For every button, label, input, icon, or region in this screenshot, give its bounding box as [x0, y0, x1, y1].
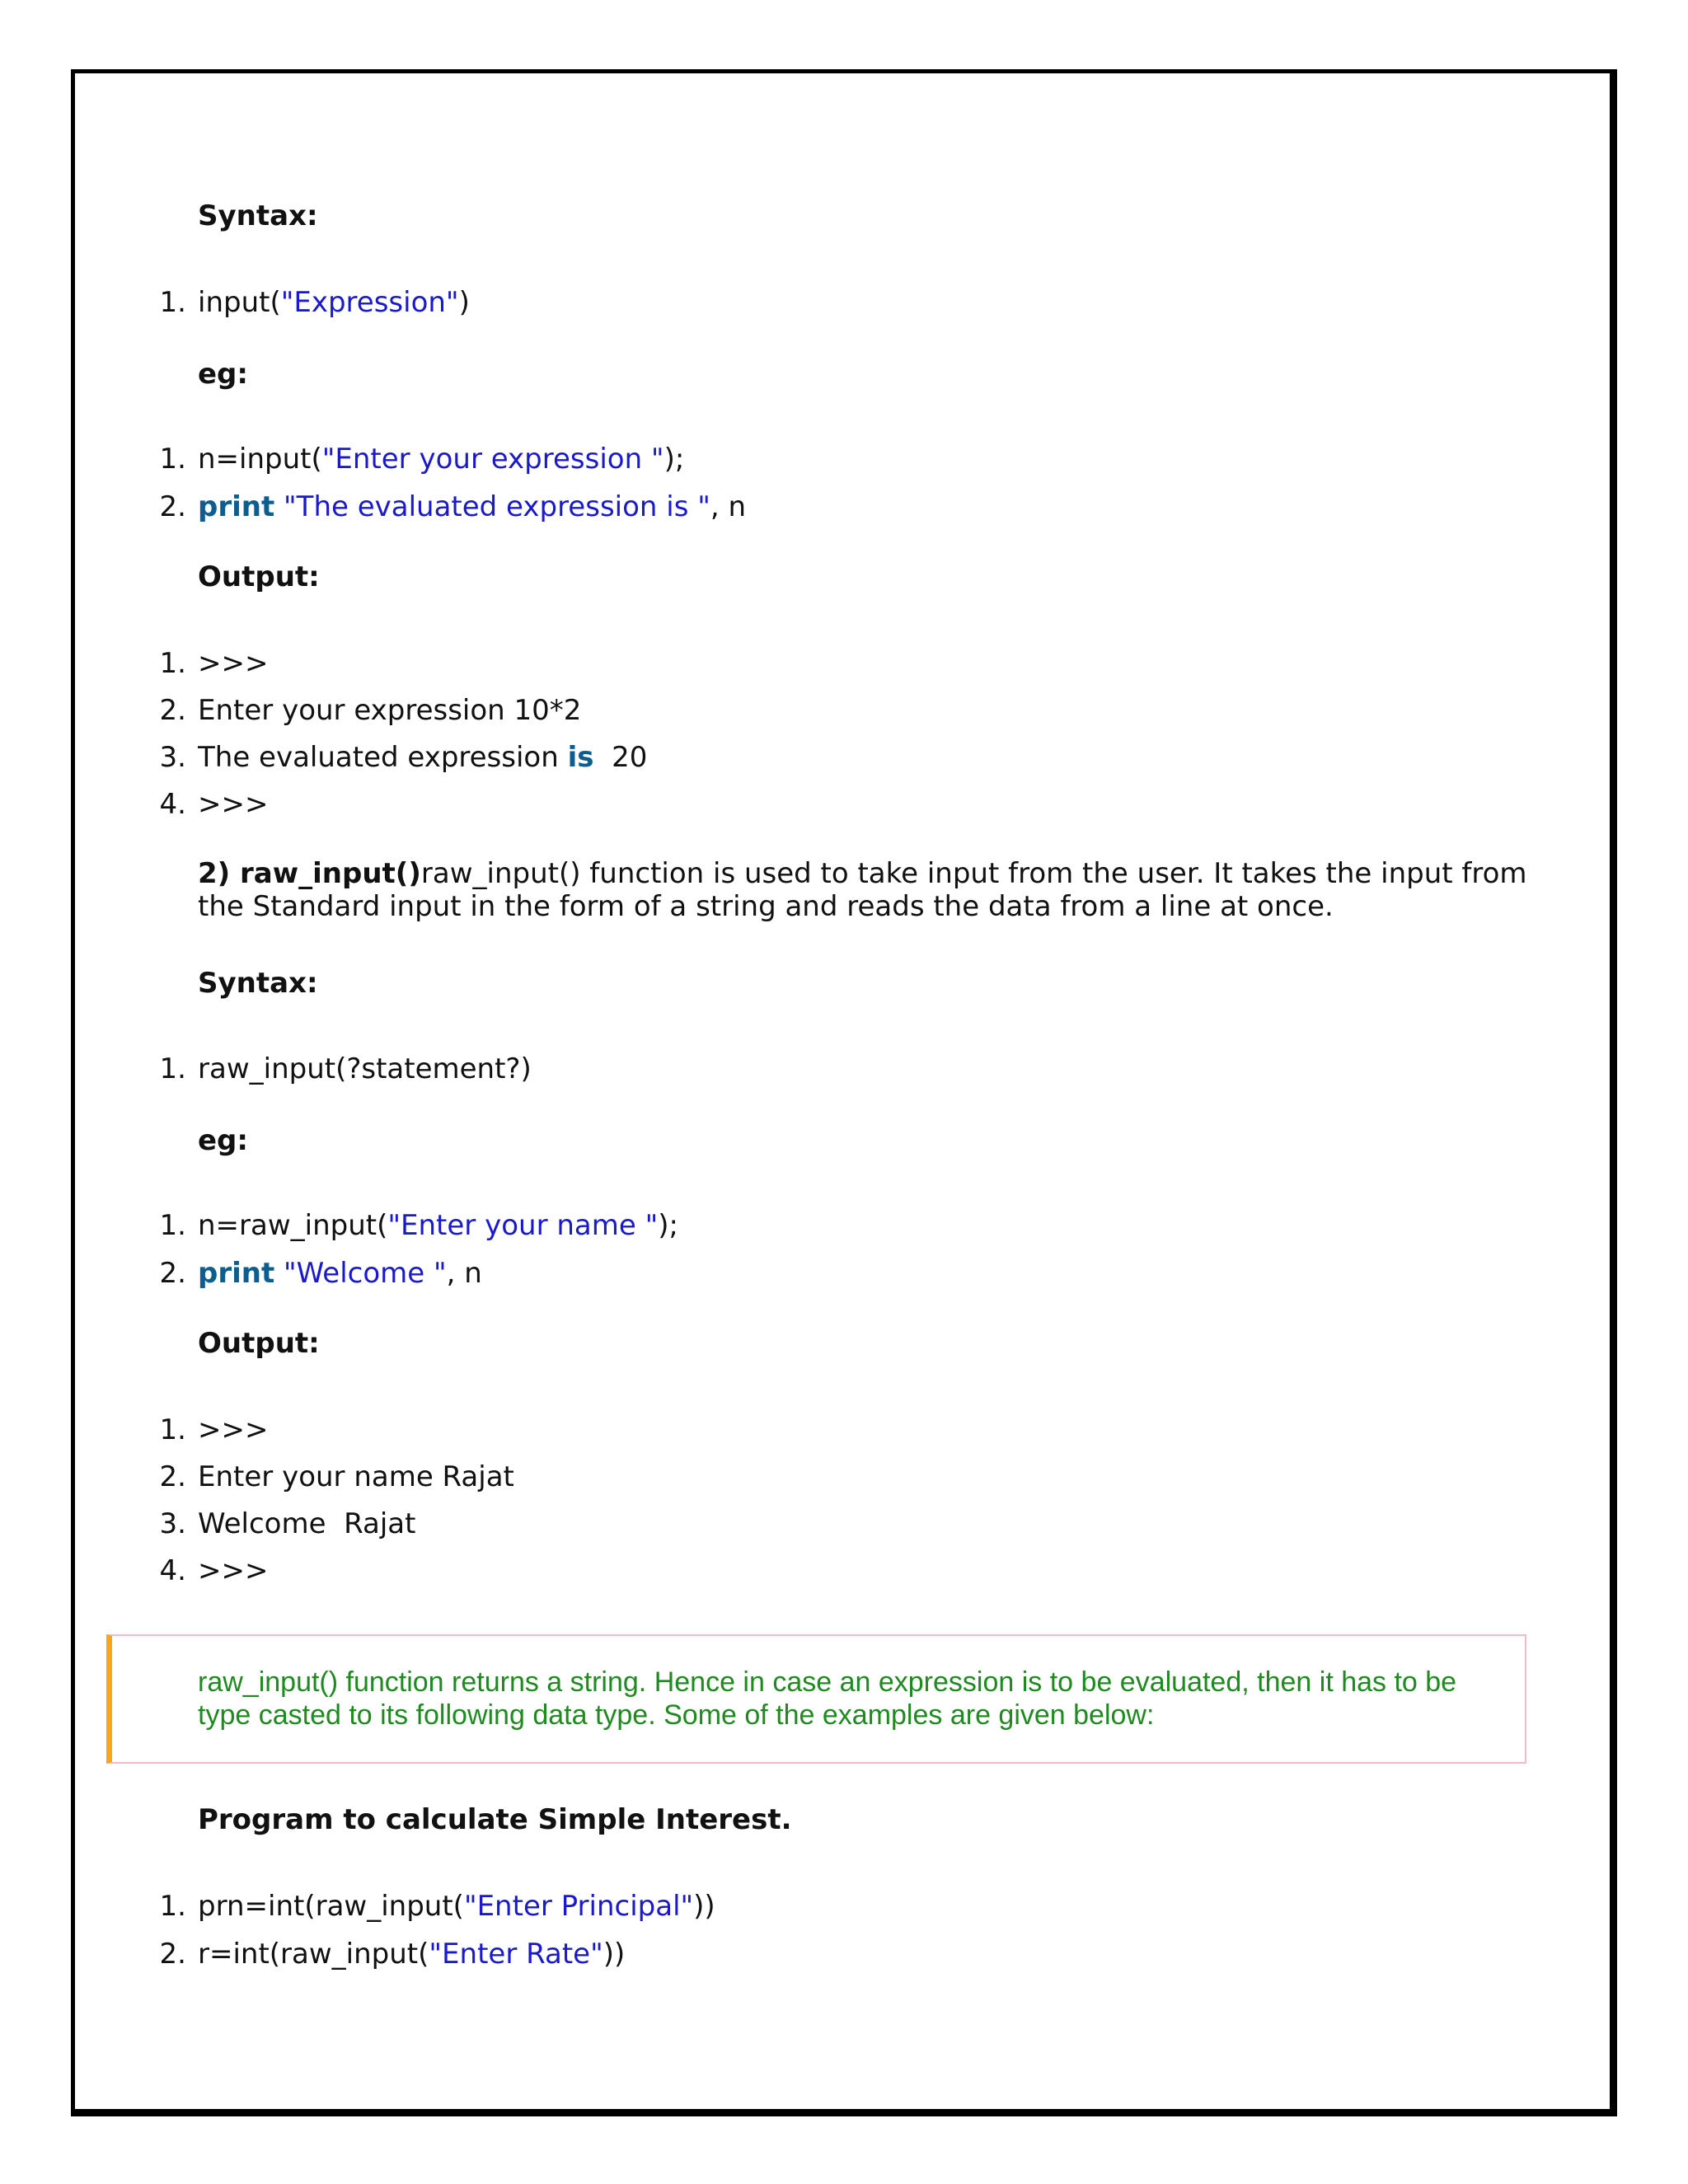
code-string: "Enter your expression "	[321, 443, 664, 476]
code-text	[198, 1550, 268, 1591]
code-plain: Enter your name Rajat	[198, 1460, 514, 1493]
code-string: "Expression"	[280, 286, 459, 319]
code-plain: 20	[593, 741, 648, 774]
code-keyword: is	[567, 741, 594, 774]
code-plain: );	[658, 1209, 678, 1242]
line-number: 3.	[159, 1507, 186, 1540]
code-text	[198, 1886, 715, 1927]
line-number: 1.	[159, 1052, 186, 1085]
code-plain: ))	[693, 1890, 715, 1923]
code-plain: raw_input(?statement?)	[198, 1052, 532, 1085]
line-number: 2.	[159, 1257, 186, 1290]
code-text	[198, 1253, 482, 1294]
code-plain: >>>	[198, 1413, 269, 1446]
code-text	[198, 737, 647, 778]
simple-interest-heading: Program to calculate Simple Interest.	[198, 1803, 792, 1836]
code-keyword: print	[198, 1257, 275, 1290]
code-plain	[274, 490, 284, 523]
code-plain	[274, 1257, 284, 1290]
code-plain: Welcome Rajat	[198, 1507, 416, 1540]
code-plain: The evaluated expression	[198, 741, 568, 774]
syntax-heading-2: Syntax:	[198, 967, 318, 1000]
code-plain: Enter your expression 10*2	[198, 694, 582, 727]
note-callout	[106, 1634, 1526, 1764]
code-plain: r=int(raw_input(	[198, 1938, 429, 1971]
line-number: 1.	[159, 1209, 186, 1242]
code-plain: )	[458, 286, 470, 319]
code-string: "Enter your name "	[387, 1209, 659, 1242]
code-text	[198, 486, 746, 527]
code-plain: >>>	[198, 788, 269, 821]
line-number: 1.	[159, 1413, 186, 1446]
code-text	[198, 1048, 532, 1090]
raw-input-description	[198, 857, 1550, 923]
code-plain: ))	[603, 1938, 626, 1971]
code-text	[198, 643, 268, 684]
code-text	[198, 1409, 268, 1451]
code-string: "Enter Principal"	[463, 1890, 694, 1923]
code-plain: , n	[710, 490, 747, 523]
line-number: 2.	[159, 490, 186, 523]
code-plain: prn=int(raw_input(	[198, 1890, 464, 1923]
line-number: 1.	[159, 1890, 186, 1923]
line-number: 2.	[159, 694, 186, 727]
code-string: "Enter Rate"	[429, 1938, 603, 1971]
syntax-heading-1: Syntax:	[198, 199, 318, 232]
code-text	[198, 1456, 514, 1497]
code-plain: );	[663, 443, 685, 476]
code-text	[198, 1205, 678, 1246]
line-number: 2.	[159, 1460, 186, 1493]
output-heading-2: Output:	[198, 1327, 320, 1360]
line-number: 4.	[159, 788, 186, 821]
code-text	[198, 282, 470, 323]
code-plain: n=raw_input(	[198, 1209, 388, 1242]
line-number: 3.	[159, 741, 186, 774]
line-number: 1.	[159, 443, 186, 476]
output-heading-1: Output:	[198, 560, 320, 593]
code-string: "Welcome "	[284, 1257, 447, 1290]
raw-input-description-text: raw_input() function is used to take input from the user. It takes the input from the Standard input in the form of a string and reads the data from a line at once.	[198, 857, 1527, 923]
code-plain: >>>	[198, 647, 269, 680]
code-plain: , n	[446, 1257, 482, 1290]
code-text	[198, 1503, 415, 1544]
code-plain: >>>	[198, 1554, 269, 1587]
code-plain: input(	[198, 286, 281, 319]
line-number: 1.	[159, 647, 186, 680]
line-number: 2.	[159, 1938, 186, 1971]
code-string: "The evaluated expression is "	[284, 490, 710, 523]
note-text: raw_input() function returns a string. Hence in case an expression is to be evaluated, then it has to be type casted to its following data type. Some of the examples are given below:	[198, 1666, 1457, 1731]
line-number: 4.	[159, 1554, 186, 1587]
code-text	[198, 784, 268, 825]
code-text	[198, 690, 581, 731]
code-keyword: print	[198, 490, 275, 523]
code-text	[198, 1933, 625, 1975]
raw-input-title: 2) raw_input()	[198, 857, 421, 890]
eg-heading-2: eg:	[198, 1124, 248, 1157]
code-plain: n=input(	[198, 443, 322, 476]
code-text	[198, 438, 684, 480]
eg-heading-1: eg:	[198, 358, 248, 391]
line-number: 1.	[159, 286, 186, 319]
